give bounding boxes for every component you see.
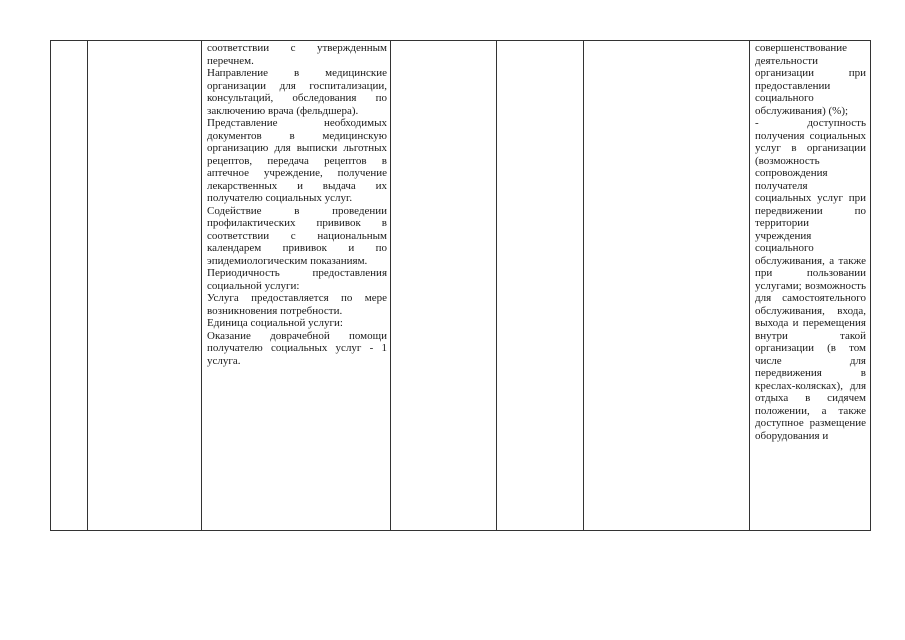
cell-quality-indicators [750,41,871,531]
cell-number [51,41,88,531]
cell-service-description [202,41,391,531]
text-paragraph: Единица социальной услуги: [207,317,343,329]
cell-service-cost [497,41,584,531]
text-paragraph: Услуга предоставляется по мере возникновения потребности. [207,292,387,317]
services-table [50,40,871,531]
text-paragraph: Оказание доврачебной помощи получателю социальных услуг - 1 услуга. [207,329,387,367]
text-paragraph: Направление в медицинские организации для госпитализации, консультаций, обследования по заключению врача (фельдшера). [207,67,387,117]
text-paragraph: соответствии с утвержденным перечнем. [207,42,387,67]
text-paragraph: совершенствование деятельности организации при предоставлении социального обслуживания) (%); [755,42,866,117]
text-paragraph: - доступность получения социальных услуг в организации (возможность сопровождения получателя социальных услуг при передвижении по территории учреждения социального обслуживания, а также при пользовании услугами; возможность для самостоятельного обслуживания, входа, выхода и перемещения внутри такой организации (в том числе для передвижения в креслах-колясках), для отдыха в сидячем положении, а также доступное размещение оборудования и [755,117,866,442]
cell-service-time [391,41,497,531]
cell-service-name [88,41,202,531]
service-description-text [202,41,390,367]
quality-indicators-text [750,41,870,442]
text-paragraph: Содействие в проведении профилактических прививок в соответствии с национальным календарем прививок и по эпидемиологическим показаниям. [207,204,387,267]
cell-service-volume [584,41,750,531]
text-paragraph: Периодичность предоставления социальной услуги: [207,267,387,292]
table-row [51,41,871,531]
text-paragraph: Представление необходимых документов в медицинскую организацию для выписки льготных рецептов, передача рецептов в аптечное учреждение, получение лекарственных и выдача их получателю социальных услуг. [207,117,387,204]
